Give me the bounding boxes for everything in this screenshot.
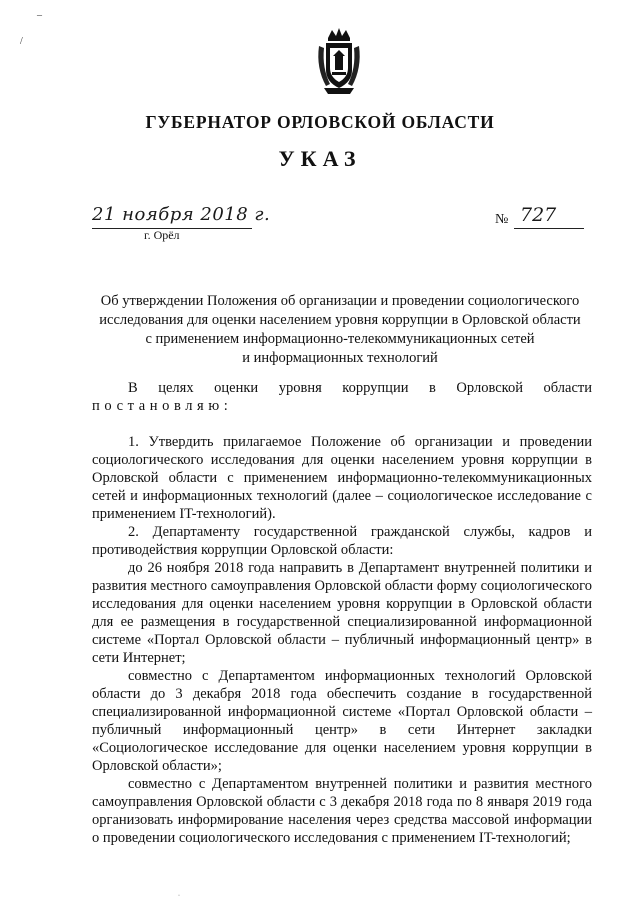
title-line: Об утверждении Положения об организации и проведении социологического [100,293,580,309]
issue-place: г. Орёл [144,228,180,242]
decree-word: постановляю: [92,398,233,414]
paragraph-1: 1. Утвердить прилагаемое Положение об организации и проведении социологического исследования для оценки населением уровня коррупции в Орловской области с применением информационно-телекоммуникационных сетей и информационных технологий (далее – социологическое исследование с применением IT-технологий). [92,434,592,522]
number-underline [514,228,584,229]
handwritten-number: 727 [520,204,557,226]
paragraph-2-item-2: совместно с Департаментом информационных технологий Орловской области до 3 декабря 2018 года обеспечить создание в государственной специализированной информационной системе «Портал Орловской области – публичный информационный центр» в сети Интернет закладки «Социологическое исследование для оценки населением уровня коррупции в Орловской области»; [92,668,592,774]
preamble: В целях оценки уровня коррупции в Орловской области [128,380,592,396]
title-line: с применением информационно-телекоммуникационных сетей [145,331,535,347]
document-title [90,292,590,368]
paragraph-2-item-3: совместно с Департаментом внутренней политики и развития местного самоуправления Орловской области с 3 декабря 2018 года по 8 января 2019 года организовать информирование населения через средства массовой информации о проведении социологического исследования с применением IT-технологий; [92,776,592,846]
coat-of-arms-icon [316,28,362,94]
margin-mark-top: _ [37,6,42,17]
handwritten-date: 21 ноября 2018 г. [92,204,271,225]
margin-mark-side: / [20,36,23,47]
title-line: и информационных технологий [242,350,438,366]
number-label: № [495,212,509,227]
paragraph-2-item-1: до 26 ноября 2018 года направить в Департамент внутренней политики и развития местного самоуправления Орловской области форму социологического исследования для оценки населением уровня коррупции в Орловской области для ее размещения в государственной специализированной информационной системе «Портал Орловской области – публичный информационный центр» в сети Интернет; [92,560,592,666]
document-type: УКАЗ [278,146,362,171]
document-body [92,379,592,847]
title-line: исследования для оценки населением уровня коррупции в Орловской области [99,312,581,328]
paragraph-2: 2. Департаменту государственной гражданской службы, кадров и противодействия коррупции Орловской области: [92,524,592,558]
issuing-authority: ГУБЕРНАТОР ОРЛОВСКОЙ ОБЛАСТИ [145,112,495,132]
scan-speck: · [178,893,180,899]
